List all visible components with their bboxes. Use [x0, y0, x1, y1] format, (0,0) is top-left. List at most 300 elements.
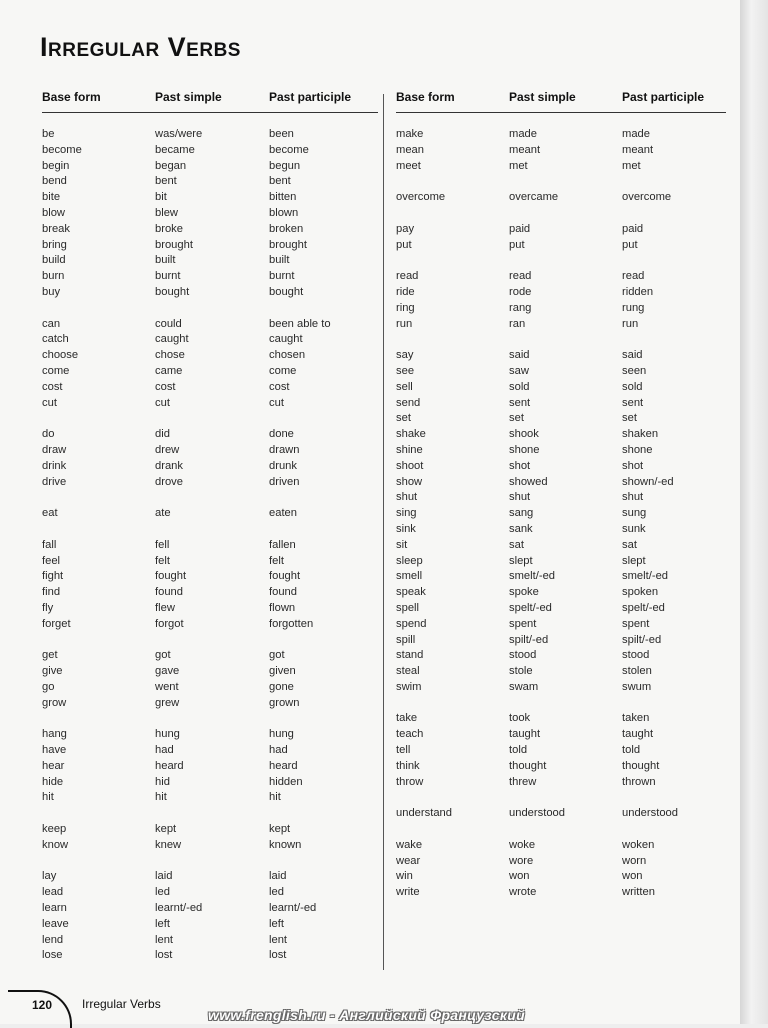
base-form-cell: win	[396, 870, 413, 883]
verb-row	[42, 396, 378, 412]
past-participle-cell: put	[622, 238, 638, 251]
past-participle-cell: stood	[622, 649, 650, 662]
past-participle-cell: spent	[622, 617, 650, 630]
verb-row	[42, 933, 378, 949]
past-participle-cell: meant	[622, 143, 654, 156]
past-participle-cell: sent	[622, 396, 644, 409]
base-form-cell: learn	[42, 902, 67, 915]
column-divider	[383, 94, 384, 970]
base-form-cell: hang	[42, 728, 67, 741]
past-participle-cell: cost	[269, 380, 290, 393]
past-simple-cell: learnt/-ed	[155, 902, 203, 915]
verb-row	[42, 664, 378, 680]
verb-row	[42, 380, 378, 396]
base-form-cell: stand	[396, 649, 424, 662]
past-simple-cell: brought	[155, 238, 193, 251]
base-form-cell: get	[42, 649, 58, 662]
group-spacer	[396, 206, 726, 222]
verb-row	[396, 759, 726, 775]
past-simple-cell: lost	[155, 949, 173, 962]
verb-row	[396, 869, 726, 885]
past-participle-cell: done	[269, 428, 294, 441]
group-spacer	[396, 696, 726, 712]
verb-row	[42, 206, 378, 222]
verb-row	[396, 885, 726, 901]
past-simple-cell: drove	[155, 475, 183, 488]
base-form-cell: see	[396, 364, 415, 377]
past-participle-cell: won	[622, 870, 643, 883]
base-form-cell: take	[396, 712, 418, 725]
base-form-cell: fight	[42, 570, 64, 583]
past-participle-cell: taken	[622, 712, 650, 725]
past-simple-cell: drew	[155, 443, 180, 456]
past-simple-cell: met	[509, 159, 528, 172]
past-participle-cell: become	[269, 143, 309, 156]
past-participle-cell: met	[622, 159, 641, 172]
past-simple-cell: sat	[509, 538, 524, 551]
header-past-simple: Past simple	[509, 90, 576, 104]
past-simple-cell: built	[155, 254, 176, 267]
past-participle-cell: shot	[622, 459, 644, 472]
verb-row	[396, 443, 726, 459]
past-simple-cell: heard	[155, 759, 184, 772]
past-participle-cell: begun	[269, 159, 301, 172]
past-participle-cell: sold	[622, 380, 643, 393]
verb-row	[396, 380, 726, 396]
table-body-left	[42, 127, 378, 964]
past-simple-cell: cut	[155, 396, 170, 409]
base-form-cell: shake	[396, 428, 426, 441]
past-participle-cell: said	[622, 349, 643, 362]
page-title: Irregular Verbs	[40, 32, 241, 62]
verb-row	[396, 427, 726, 443]
past-simple-cell: kept	[155, 823, 177, 836]
past-participle-cell: broken	[269, 222, 304, 235]
base-form-cell: teach	[396, 728, 424, 741]
group-spacer	[42, 411, 378, 427]
base-form-cell: sink	[396, 522, 416, 535]
verb-row	[396, 601, 726, 617]
past-participle-cell: worn	[622, 854, 647, 867]
past-simple-cell: slept	[509, 554, 533, 567]
base-form-cell: wear	[396, 854, 421, 867]
verb-row	[42, 601, 378, 617]
verb-row	[396, 301, 726, 317]
verb-row	[396, 317, 726, 333]
verb-row	[396, 475, 726, 491]
base-form-cell: eat	[42, 507, 58, 520]
table-body-right	[396, 127, 726, 901]
base-form-cell: bite	[42, 191, 61, 204]
past-participle-cell: flown	[269, 601, 296, 614]
base-form-cell: hide	[42, 775, 64, 788]
past-participle-cell: shaken	[622, 428, 659, 441]
verb-row	[396, 617, 726, 633]
verb-row	[42, 475, 378, 491]
past-simple-cell: caught	[155, 333, 189, 346]
verb-row	[396, 143, 726, 159]
past-participle-cell: sat	[622, 538, 637, 551]
past-simple-cell: thought	[509, 759, 547, 772]
verb-row	[396, 854, 726, 870]
past-simple-cell: took	[509, 712, 531, 725]
base-form-cell: sleep	[396, 554, 423, 567]
verb-row	[42, 775, 378, 791]
past-participle-cell: hidden	[269, 775, 303, 788]
base-form-cell: ride	[396, 285, 415, 298]
past-participle-cell: swum	[622, 680, 652, 693]
past-simple-cell: understood	[509, 807, 565, 820]
base-form-cell: mean	[396, 143, 424, 156]
past-participle-cell: slept	[622, 554, 646, 567]
past-participle-cell: been	[269, 128, 294, 140]
past-participle-cell: fallen	[269, 538, 296, 551]
past-simple-cell: wore	[509, 854, 534, 867]
verb-row	[42, 506, 378, 522]
past-participle-cell: woken	[622, 838, 655, 851]
verb-row	[42, 127, 378, 143]
group-spacer	[396, 822, 726, 838]
past-simple-cell: lent	[155, 933, 174, 946]
past-simple-cell: set	[509, 412, 524, 425]
past-simple-cell: shook	[509, 428, 539, 441]
past-participle-cell: set	[622, 412, 637, 425]
verb-row	[396, 127, 726, 143]
base-form-cell: begin	[42, 159, 70, 172]
base-form-cell: shine	[396, 443, 423, 456]
past-participle-cell: lost	[269, 949, 287, 962]
past-participle-cell: left	[269, 917, 284, 930]
past-participle-cell: brought	[269, 238, 307, 251]
base-form-cell: forget	[42, 617, 71, 630]
base-form-cell: pay	[396, 222, 415, 235]
past-simple-cell: hid	[155, 775, 170, 788]
base-form-cell: choose	[42, 349, 79, 362]
verb-row	[396, 238, 726, 254]
past-simple-cell: ate	[155, 507, 171, 520]
past-simple-cell: ran	[509, 317, 526, 330]
past-participle-cell: ridden	[622, 285, 654, 298]
past-participle-cell: run	[622, 317, 639, 330]
past-participle-cell: written	[622, 886, 655, 899]
verb-row	[42, 285, 378, 301]
header-past-participle: Past participle	[269, 90, 352, 104]
base-form-cell: steal	[396, 665, 420, 678]
base-form-cell: spend	[396, 617, 427, 630]
group-spacer	[42, 711, 378, 727]
verb-row	[396, 806, 726, 822]
base-form-cell: come	[42, 364, 70, 377]
past-simple-cell: bought	[155, 285, 190, 298]
verb-row	[42, 617, 378, 633]
past-simple-cell: forgot	[155, 617, 184, 630]
past-simple-cell: bit	[155, 191, 167, 204]
base-form-cell: break	[42, 222, 70, 235]
verb-row	[42, 538, 378, 554]
base-form-cell: lay	[42, 870, 57, 883]
header-past-simple: Past simple	[155, 90, 222, 104]
base-form-cell: set	[396, 412, 411, 425]
verb-row	[42, 901, 378, 917]
past-simple-cell: swam	[509, 680, 539, 693]
past-simple-cell: saw	[509, 364, 529, 377]
verb-row	[42, 680, 378, 696]
verb-row	[42, 253, 378, 269]
base-form-cell: lend	[42, 933, 64, 946]
past-simple-cell: led	[155, 886, 170, 899]
past-simple-cell: gave	[155, 665, 180, 678]
header-base-form: Base form	[42, 90, 101, 104]
base-form-cell: overcome	[396, 191, 446, 204]
past-simple-cell: left	[155, 917, 170, 930]
verb-row	[396, 190, 726, 206]
base-form-cell: fly	[42, 601, 54, 614]
base-form-cell: run	[396, 317, 413, 330]
base-form-cell: have	[42, 744, 67, 757]
base-form-cell: understand	[396, 807, 452, 820]
base-form-cell: go	[42, 680, 55, 693]
past-participle-cell: chosen	[269, 349, 306, 362]
verb-row	[42, 427, 378, 443]
base-form-cell: drive	[42, 475, 67, 488]
base-form-cell: lead	[42, 886, 64, 899]
base-form-cell: feel	[42, 554, 61, 567]
past-participle-cell: lent	[269, 933, 288, 946]
verb-row	[42, 159, 378, 175]
past-participle-cell: thought	[622, 759, 660, 772]
past-simple-cell: felt	[155, 554, 170, 567]
verb-table-left	[42, 90, 378, 964]
verb-row	[42, 869, 378, 885]
past-simple-cell: flew	[155, 601, 175, 614]
base-form-cell: write	[396, 886, 420, 899]
base-form-cell: throw	[396, 775, 424, 788]
past-participle-cell: driven	[269, 475, 300, 488]
past-participle-cell: paid	[622, 222, 644, 235]
past-simple-cell: came	[155, 364, 183, 377]
verb-row	[42, 838, 378, 854]
past-simple-cell: told	[509, 744, 528, 757]
verb-row	[396, 411, 726, 427]
page-edge	[740, 0, 768, 1024]
past-participle-cell: burnt	[269, 270, 295, 283]
verb-row	[396, 364, 726, 380]
verb-row	[396, 680, 726, 696]
past-simple-cell: got	[155, 649, 171, 662]
verb-row	[396, 285, 726, 301]
verb-row	[42, 585, 378, 601]
base-form-cell: make	[396, 128, 424, 140]
past-participle-cell: seen	[622, 364, 647, 377]
past-simple-cell: showed	[509, 475, 548, 488]
verb-row	[396, 490, 726, 506]
base-form-cell: fall	[42, 538, 57, 551]
verb-row	[396, 711, 726, 727]
past-simple-cell: read	[509, 270, 532, 283]
base-form-cell: catch	[42, 333, 69, 346]
base-form-cell: sit	[396, 538, 408, 551]
past-simple-cell: drank	[155, 459, 183, 472]
verb-table-right	[396, 90, 726, 901]
base-form-cell: send	[396, 396, 421, 409]
verb-row	[396, 396, 726, 412]
past-simple-cell: blew	[155, 206, 179, 219]
past-simple-cell: laid	[155, 870, 173, 883]
base-form-cell: hit	[42, 791, 54, 804]
verb-row	[42, 790, 378, 806]
past-simple-cell: spilt/-ed	[509, 633, 549, 646]
past-simple-cell: rang	[509, 301, 532, 314]
verb-row	[396, 269, 726, 285]
verb-row	[42, 759, 378, 775]
base-form-cell: shoot	[396, 459, 424, 472]
past-simple-cell: sent	[509, 396, 531, 409]
past-participle-cell: eaten	[269, 507, 297, 520]
verb-row	[396, 538, 726, 554]
past-participle-cell: grown	[269, 696, 300, 709]
group-spacer	[42, 633, 378, 649]
verb-row	[396, 727, 726, 743]
verb-row	[396, 159, 726, 175]
past-simple-cell: rode	[509, 285, 532, 298]
verb-row	[42, 364, 378, 380]
past-participle-cell: bent	[269, 175, 291, 188]
past-participle-cell: cut	[269, 396, 284, 409]
verb-row	[396, 775, 726, 791]
past-participle-cell: shone	[622, 443, 653, 456]
header-past-participle: Past participle	[622, 90, 705, 104]
verb-row	[396, 585, 726, 601]
past-participle-cell: drawn	[269, 443, 300, 456]
past-participle-cell: gone	[269, 680, 294, 693]
past-simple-cell: stood	[509, 649, 537, 662]
base-form-cell: sing	[396, 507, 417, 520]
base-form-cell: spell	[396, 601, 420, 614]
verb-row	[396, 569, 726, 585]
base-form-cell: be	[42, 128, 55, 140]
past-participle-cell: spelt/-ed	[622, 601, 665, 614]
past-simple-cell: shone	[509, 443, 540, 456]
base-form-cell: say	[396, 349, 414, 362]
past-simple-cell: meant	[509, 143, 541, 156]
group-spacer	[396, 253, 726, 269]
past-participle-cell: shut	[622, 491, 644, 504]
group-spacer	[42, 806, 378, 822]
base-form-cell: tell	[396, 744, 411, 757]
past-simple-cell: became	[155, 143, 195, 156]
base-form-cell: hear	[42, 759, 65, 772]
base-form-cell: sell	[396, 380, 413, 393]
base-form-cell: buy	[42, 285, 61, 298]
past-participle-cell: spilt/-ed	[622, 633, 662, 646]
verb-row	[42, 554, 378, 570]
past-participle-cell: caught	[269, 333, 303, 346]
base-form-cell: burn	[42, 270, 65, 283]
past-simple-cell: burnt	[155, 270, 181, 283]
base-form-cell: put	[396, 238, 412, 251]
verb-row	[396, 648, 726, 664]
past-simple-cell: could	[155, 317, 182, 330]
verb-row	[42, 348, 378, 364]
past-participle-cell: heard	[269, 759, 298, 772]
verb-row	[396, 554, 726, 570]
verb-row	[42, 727, 378, 743]
past-simple-cell: stole	[509, 665, 533, 678]
verb-row	[396, 348, 726, 364]
past-participle-cell: learnt/-ed	[269, 902, 317, 915]
base-form-cell: show	[396, 475, 423, 488]
verb-row	[42, 443, 378, 459]
base-form-cell: draw	[42, 443, 67, 456]
past-simple-cell: did	[155, 428, 170, 441]
past-participle-cell: known	[269, 838, 302, 851]
past-simple-cell: smelt/-ed	[509, 570, 556, 583]
verb-row	[42, 332, 378, 348]
past-simple-cell: shot	[509, 459, 531, 472]
past-participle-cell: built	[269, 254, 290, 267]
past-participle-cell: kept	[269, 823, 291, 836]
verb-row	[396, 633, 726, 649]
base-form-cell: ring	[396, 301, 415, 314]
group-spacer	[42, 301, 378, 317]
base-form-cell: drink	[42, 459, 67, 472]
past-simple-cell: began	[155, 159, 187, 172]
past-simple-cell: sank	[509, 522, 533, 535]
past-participle-cell: spoken	[622, 586, 659, 599]
verb-row	[42, 238, 378, 254]
base-form-cell: bring	[42, 238, 67, 251]
base-form-cell: become	[42, 143, 82, 156]
past-simple-cell: paid	[509, 222, 531, 235]
verb-row	[396, 743, 726, 759]
base-form-cell: smell	[396, 570, 423, 583]
base-form-cell: cut	[42, 396, 57, 409]
past-participle-cell: hit	[269, 791, 281, 804]
past-simple-cell: found	[155, 586, 183, 599]
past-simple-cell: grew	[155, 696, 180, 709]
past-simple-cell: threw	[509, 775, 537, 788]
past-participle-cell: had	[269, 744, 288, 757]
base-form-cell: find	[42, 586, 61, 599]
past-participle-cell: laid	[269, 870, 287, 883]
past-participle-cell: sung	[622, 507, 647, 520]
base-form-cell: cost	[42, 380, 63, 393]
group-spacer	[396, 332, 726, 348]
verb-row	[42, 317, 378, 333]
past-simple-cell: hit	[155, 791, 167, 804]
base-form-cell: shut	[396, 491, 418, 504]
past-participle-cell: sunk	[622, 522, 646, 535]
group-spacer	[396, 790, 726, 806]
past-participle-cell: led	[269, 886, 284, 899]
past-simple-cell: broke	[155, 222, 183, 235]
past-participle-cell: bought	[269, 285, 304, 298]
table-header-right	[396, 90, 726, 113]
base-form-cell: spill	[396, 633, 416, 646]
verb-row	[396, 459, 726, 475]
past-participle-cell: been able to	[269, 317, 331, 330]
past-participle-cell: given	[269, 665, 296, 678]
past-simple-cell: sold	[509, 380, 530, 393]
past-participle-cell: understood	[622, 807, 678, 820]
verb-row	[42, 885, 378, 901]
past-participle-cell: thrown	[622, 775, 656, 788]
past-simple-cell: fell	[155, 538, 170, 551]
past-simple-cell: cost	[155, 380, 176, 393]
past-simple-cell: had	[155, 744, 174, 757]
past-participle-cell: felt	[269, 554, 284, 567]
base-form-cell: read	[396, 270, 419, 283]
